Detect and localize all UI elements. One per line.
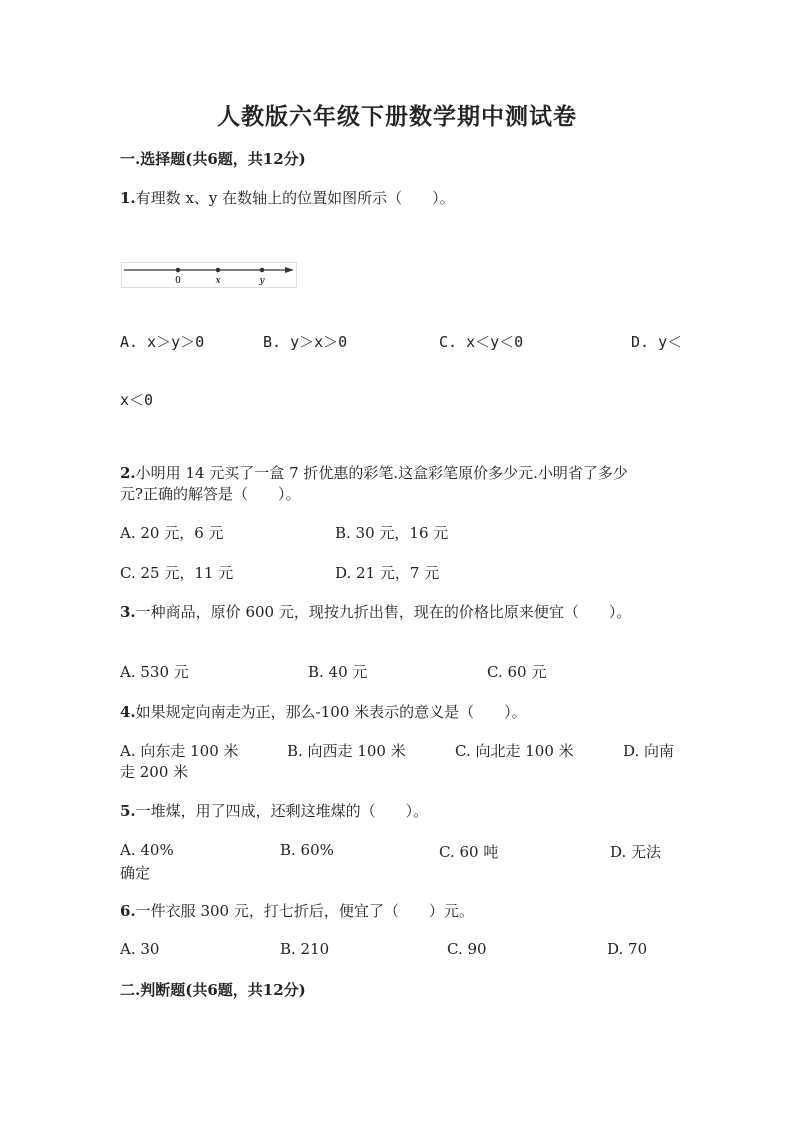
question-5 bbox=[120, 800, 428, 821]
option-6b[interactable]: B. 210 bbox=[280, 940, 330, 958]
option-3b[interactable]: B. 40 元 bbox=[308, 663, 368, 681]
option-4a[interactable]: A. 向东走 100 米 bbox=[120, 742, 239, 760]
question-number: 6. bbox=[120, 902, 136, 920]
question-text: 如果规定向南走为正，那么-100 米表示的意义是（ ）。 bbox=[135, 703, 527, 721]
option-3c[interactable]: C. 60 元 bbox=[487, 663, 547, 681]
question-4 bbox=[120, 701, 527, 722]
option-2d[interactable]: D. 21 元，7 元 bbox=[335, 564, 440, 582]
number-line-point-x bbox=[216, 268, 221, 273]
question-text: 一件衣服 300 元，打七折后，便宜了（ ）元。 bbox=[135, 902, 474, 920]
number-line-svg bbox=[122, 263, 296, 287]
option-4c[interactable]: C. 向北走 100 米 bbox=[455, 742, 574, 760]
option-4d[interactable]: D. 向南 bbox=[623, 742, 675, 760]
question-number: 4. bbox=[120, 703, 136, 721]
section-heading-judgment: 二.判断题(共6题，共12分) bbox=[120, 981, 306, 999]
question-number: 1. bbox=[120, 189, 136, 207]
question-number: 3. bbox=[120, 603, 136, 621]
option-1a[interactable]: A. x＞y＞0 bbox=[120, 333, 205, 351]
option-1b[interactable]: B. y＞x＞0 bbox=[263, 333, 348, 351]
question-1 bbox=[120, 187, 455, 208]
number-line-point-y bbox=[260, 268, 265, 273]
question-2 bbox=[120, 462, 628, 483]
option-5d-continued: 确定 bbox=[120, 864, 151, 882]
option-1c[interactable]: C. x＜y＜0 bbox=[439, 333, 524, 351]
page-title: 人教版六年级下册数学期中测试卷 bbox=[217, 103, 577, 130]
option-5b[interactable]: B. 60% bbox=[280, 841, 334, 859]
number-line-label-0: 0 bbox=[175, 276, 181, 286]
option-5a[interactable]: A. 40% bbox=[120, 841, 174, 859]
question-text: 有理数 x、y 在数轴上的位置如图所示（ ）。 bbox=[135, 189, 455, 207]
question-number: 5. bbox=[120, 802, 136, 820]
section-heading-choice: 一.选择题(共6题，共12分) bbox=[120, 150, 306, 168]
question-3 bbox=[120, 601, 631, 622]
option-6d[interactable]: D. 70 bbox=[607, 940, 648, 958]
question-6 bbox=[120, 900, 474, 921]
question-number: 2. bbox=[120, 464, 136, 482]
option-5c[interactable]: C. 60 吨 bbox=[439, 843, 499, 861]
option-3a[interactable]: A. 530 元 bbox=[120, 663, 189, 681]
number-line-point-0 bbox=[176, 268, 181, 273]
option-5d[interactable]: D. 无法 bbox=[610, 843, 662, 861]
question-text: 一堆煤，用了四成，还剩这堆煤的（ ）。 bbox=[135, 802, 429, 820]
option-4b[interactable]: B. 向西走 100 米 bbox=[287, 742, 406, 760]
option-1d[interactable]: D. y＜ bbox=[631, 333, 683, 351]
question-text: 小明用 14 元买了一盒 7 折优惠的彩笔.这盒彩笔原价多少元.小明省了多少 bbox=[135, 464, 628, 482]
number-line-label-x: x bbox=[215, 276, 221, 286]
question-text: 一种商品，原价 600 元，现按九折出售，现在的价格比原来便宜（ ）。 bbox=[135, 603, 632, 621]
number-line-label-y: y bbox=[259, 276, 265, 286]
option-2c[interactable]: C. 25 元，11 元 bbox=[120, 564, 234, 582]
option-6a[interactable]: A. 30 bbox=[120, 940, 160, 958]
option-2a[interactable]: A. 20 元，6 元 bbox=[120, 524, 224, 542]
number-line-arrow bbox=[285, 267, 294, 273]
option-1d-continued: x＜0 bbox=[120, 391, 154, 409]
option-6c[interactable]: C. 90 bbox=[447, 940, 487, 958]
number-line-figure bbox=[121, 262, 297, 288]
option-4d-continued: 走 200 米 bbox=[120, 763, 189, 781]
question-2-line-2: 元?正确的解答是（ ）。 bbox=[120, 485, 301, 503]
option-2b[interactable]: B. 30 元，16 元 bbox=[335, 524, 449, 542]
